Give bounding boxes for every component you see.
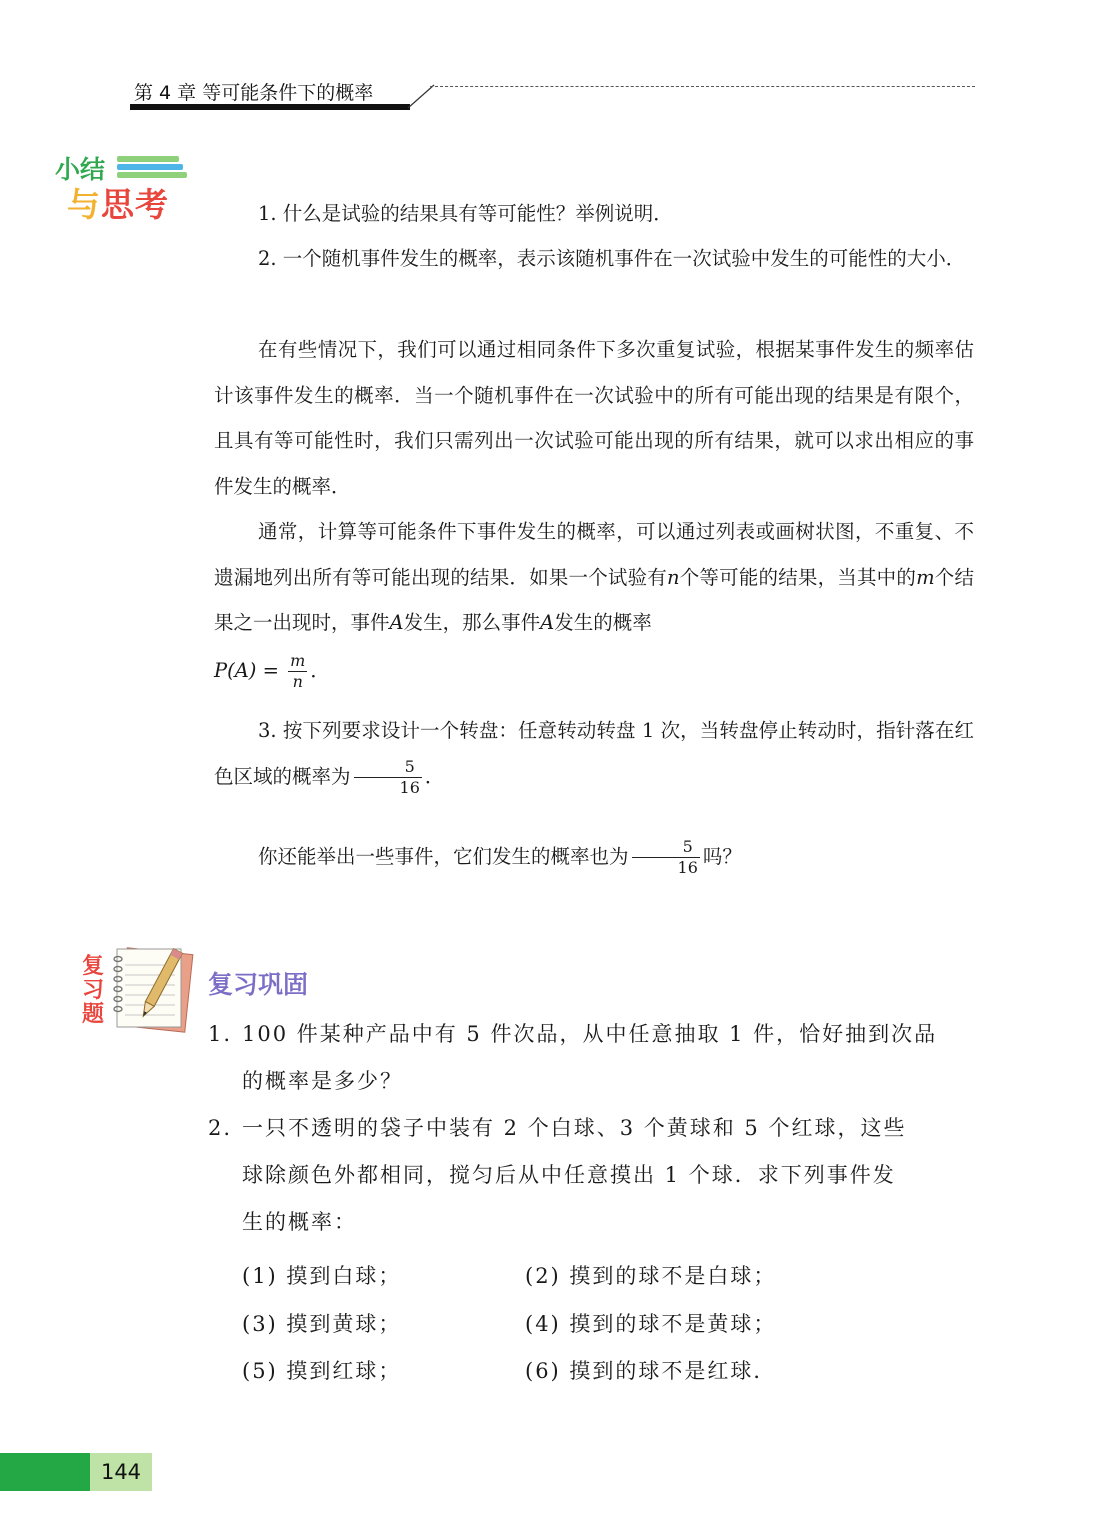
summary-item-3: 3. 按下列要求设计一个转盘：任意转动转盘 1 次，当转盘停止转动时，指针落在红色区域的概率为 $\frac{5}{16}$ ． bbox=[214, 719, 974, 797]
footer-accent-bar bbox=[0, 1453, 90, 1491]
option-5: (5) 摸到红球； bbox=[242, 1359, 402, 1383]
badge-line2: 与思考 bbox=[67, 185, 169, 224]
fraction-5-16: $\frac{5}{16}$ bbox=[354, 757, 422, 798]
review-exercises-badge bbox=[75, 945, 195, 1035]
exercise-1: 1. 100 件某种产品中有 5 件次品，从中任意抽取 1 件，恰好抽到次品 的概率是多少？ bbox=[208, 1022, 938, 1093]
running-header bbox=[130, 70, 975, 110]
chapter-title: 第 4 章 等可能条件下的概率 bbox=[134, 82, 374, 104]
summary-and-reflection-badge bbox=[55, 150, 195, 225]
summary-question: 你还能举出一些事件，它们发生的概率也为 $\frac{5}{16}$ 吗？ bbox=[258, 837, 742, 877]
summary-item-1: 1. 什么是试验的结果具有等可能性？举例说明． bbox=[258, 202, 673, 225]
notebook-pencil-icon bbox=[109, 945, 195, 1033]
summary-paragraph-frequency: 在有些情况下，我们可以通过相同条件下多次重复试验，根据某事件发生的频率估计该事件发生的概率．当一个随机事件在一次试验中的所有可能出现的结果是有限个，且具有等可能性时，我们只需列出一次试验可能出现的所有结果，就可以求出相应的事件发生的概率． bbox=[214, 338, 974, 498]
fraction-5-16-b: $\frac{5}{16}$ bbox=[632, 837, 700, 878]
header-dashed-rule bbox=[430, 86, 975, 87]
formula-fraction: $\frac{m}{n}$ bbox=[290, 651, 306, 691]
header-underline bbox=[130, 104, 410, 110]
option-4: (4) 摸到的球不是黄球； bbox=[525, 1312, 777, 1336]
option-6: (6) 摸到的球不是红球． bbox=[525, 1359, 777, 1383]
option-3: (3) 摸到黄球； bbox=[242, 1312, 402, 1336]
badge-vertical-text: 复 习 题 bbox=[81, 954, 104, 1027]
badge-line1: 小结 bbox=[55, 155, 106, 184]
review-section-title: 复习巩固 bbox=[208, 970, 309, 999]
summary-paragraph-calculation: 通常，计算等可能条件下事件发生的概率，可以通过列表或画树状图，不重复、不遗漏地列出所有等可能出现的结果．如果一个试验有n个等可能的结果，当其中的m个结果之一出现时，事件A发生，那么事件A发生的概率 bbox=[214, 520, 974, 634]
probability-formula: P(A) = $\frac{m}{n}$ ． bbox=[214, 651, 330, 691]
option-1: (1) 摸到白球； bbox=[242, 1264, 402, 1288]
exercise-2: 2. 一只不透明的袋子中装有 2 个白球、3 个黄球和 5 个红球，这些 球除颜色外都相同，搅匀后从中任意摸出 1 个球．求下列事件发 生的概率： bbox=[208, 1116, 907, 1234]
summary-item-2: 2. 一个随机事件发生的概率，表示该随机事件在一次试验中发生的可能性的大小． bbox=[258, 247, 966, 270]
option-2: (2) 摸到的球不是白球； bbox=[525, 1264, 777, 1288]
page-number: 144 bbox=[90, 1453, 152, 1491]
